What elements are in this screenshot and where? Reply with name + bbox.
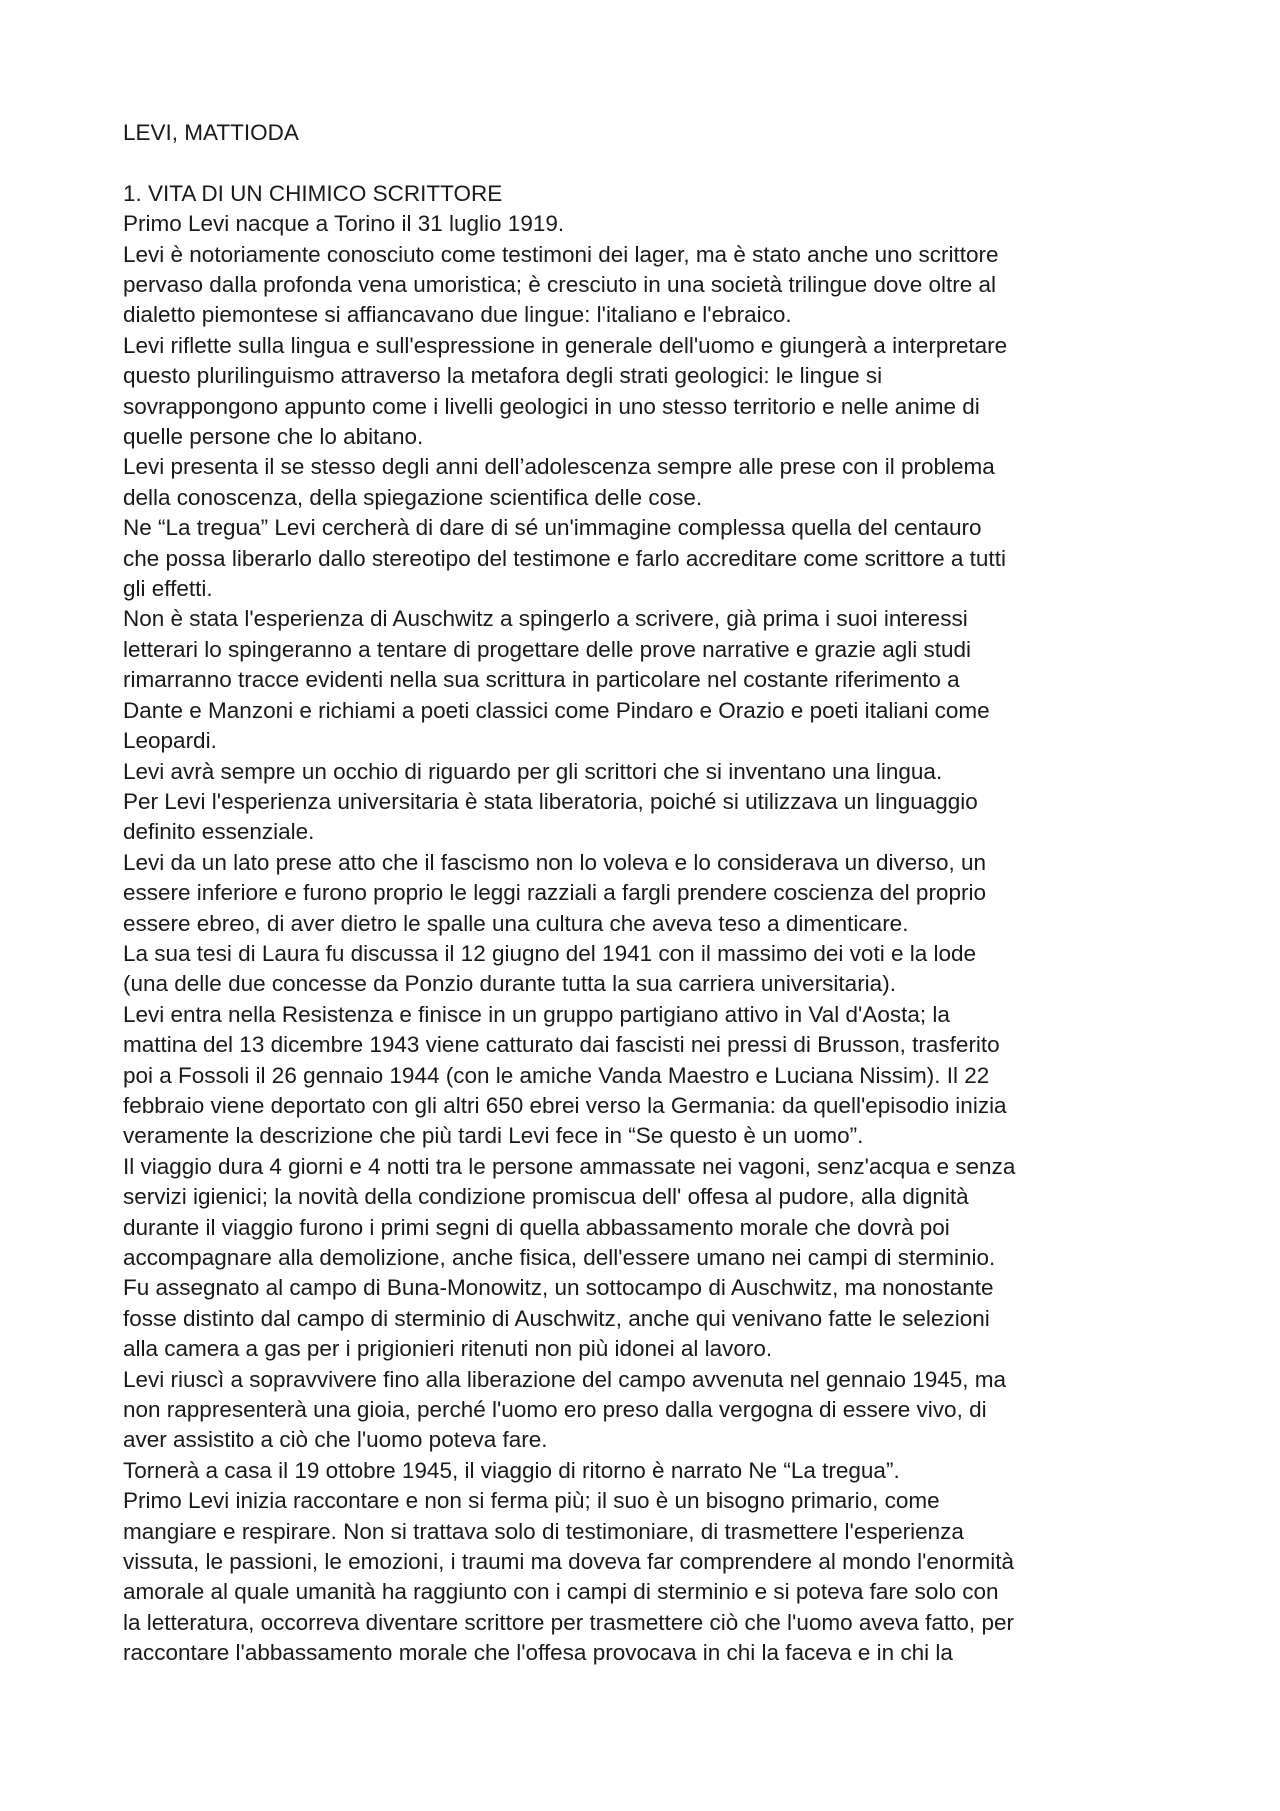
paragraph-line: Fu assegnato al campo di Buna-Monowitz, un sottocampo di Auschwitz, ma nonostante	[123, 1275, 994, 1301]
paragraph-line: mattina del 13 dicembre 1943 viene catturato dai fascisti nei pressi di Brusson, trasferito	[123, 1032, 1000, 1058]
paragraph-line: Levi avrà sempre un occhio di riguardo per gli scrittori che si inventano una lingua.	[123, 758, 943, 784]
paragraph-line: Dante e Manzoni e richiami a poeti classici come Pindaro e Orazio e poeti italiani come	[123, 697, 990, 723]
paragraph-line: Leopardi.	[123, 728, 217, 754]
paragraph-line: Levi da un lato prese atto che il fascismo non lo voleva e lo considerava un diverso, un	[123, 849, 987, 875]
paragraph-line: aver assistito a ciò che l'uomo poteva fare.	[123, 1427, 548, 1453]
document-title: LEVI, MATTIODA	[123, 120, 299, 145]
paragraph-line: raccontare l'abbassamento morale che l'offesa provocava in chi la faceva e in chi la	[123, 1640, 953, 1666]
paragraph-line: questo plurilinguismo attraverso la metafora degli strati geologici: le lingue si	[123, 363, 883, 389]
paragraph-line: vissuta, le passioni, le emozioni, i traumi ma doveva far comprendere al mondo l'enormità	[123, 1549, 1014, 1575]
document-body	[123, 209, 1173, 1669]
paragraph-line: Levi presenta il se stesso degli anni dell’adolescenza sempre alle prese con il problema	[123, 454, 995, 480]
paragraph-line: sovrappongono appunto come i livelli geologici in uno stesso territorio e nelle anime di	[123, 393, 980, 419]
paragraph-line: mangiare e respirare. Non si trattava solo di testimoniare, di trasmettere l'esperienza	[123, 1518, 964, 1544]
paragraph-line: gli effetti.	[123, 576, 213, 602]
paragraph-line: Per Levi l'esperienza universitaria è stata liberatoria, poiché si utilizzava un linguaggio	[123, 788, 978, 814]
paragraph-line: febbraio viene deportato con gli altri 650 ebrei verso la Germania: da quell'episodio inizia	[123, 1092, 1007, 1118]
paragraph-line: la letteratura, occorreva diventare scrittore per trasmettere ciò che l'uomo aveva fatto, per	[123, 1609, 1014, 1635]
paragraph	[123, 1000, 1173, 1152]
paragraph	[123, 1152, 1173, 1274]
paragraph-line: accompagnare alla demolizione, anche fisica, dell'essere umano nei campi di sterminio.	[123, 1245, 996, 1271]
paragraph-line: Levi è notoriamente conosciuto come testimoni dei lager, ma è stato anche uno scrittore	[123, 241, 999, 267]
paragraph-line: Non è stata l'esperienza di Auschwitz a spingerlo a scrivere, già prima i suoi interessi	[123, 606, 968, 632]
paragraph-line: Primo Levi nacque a Torino il 31 luglio 1919.	[123, 211, 565, 237]
paragraph	[123, 331, 1173, 453]
paragraph-line: rimarranno tracce evidenti nella sua scrittura in particolare nel costante riferimento a	[123, 667, 960, 693]
paragraph	[123, 1273, 1173, 1364]
paragraph	[123, 757, 1173, 787]
paragraph	[123, 1365, 1173, 1456]
paragraph-line: Ne “La tregua” Levi cercherà di dare di sé un'immagine complessa quella del centauro	[123, 515, 982, 541]
paragraph-line: veramente la descrizione che più tardi Levi fece in “Se questo è un uomo”.	[123, 1123, 864, 1149]
paragraph-line: che possa liberarlo dallo stereotipo del testimone e farlo accreditare come scrittore a tutti	[123, 545, 1006, 571]
document-page	[123, 118, 1173, 1669]
paragraph-line: durante il viaggio furono i primi segni di quella abbassamento morale che dovrà poi	[123, 1214, 950, 1240]
paragraph-line: Levi riuscì a sopravvivere fino alla liberazione del campo avvenuta nel gennaio 1945, ma	[123, 1366, 1007, 1392]
paragraph-line: servizi igienici; la novità della condizione promiscua dell' offesa al pudore, alla dignità	[123, 1184, 969, 1210]
paragraph-line: essere ebreo, di aver dietro le spalle una cultura che aveva teso a dimenticare.	[123, 910, 909, 936]
paragraph-line: Levi riflette sulla lingua e sull'espressione in generale dell'uomo e giungerà a interpretare	[123, 332, 1008, 358]
paragraph-line: fosse distinto dal campo di sterminio di Auschwitz, anche qui venivano fatte le selezioni	[123, 1305, 990, 1331]
paragraph	[123, 209, 1173, 239]
paragraph-line: letterari lo spingeranno a tentare di progettare delle prove narrative e grazie agli studi	[123, 636, 972, 662]
paragraph-line: alla camera a gas per i prigionieri ritenuti non più idonei al lavoro.	[123, 1336, 773, 1362]
paragraph-line: amorale al quale umanità ha raggiunto con i campi di sterminio e si poteva fare solo con	[123, 1579, 999, 1605]
paragraph-line: La sua tesi di Laura fu discussa il 12 giugno del 1941 con il massimo dei voti e la lode	[123, 940, 977, 966]
paragraph-line: Tornerà a casa il 19 ottobre 1945, il viaggio di ritorno è narrato Ne “La tregua”.	[123, 1457, 900, 1483]
paragraph	[123, 787, 1173, 848]
paragraph-line: dialetto piemontese si affiancavano due lingue: l'italiano e l'ebraico.	[123, 302, 792, 328]
paragraph-line: poi a Fossoli il 26 gennaio 1944 (con le amiche Vanda Maestro e Luciana Nissim). Il 22	[123, 1062, 990, 1088]
paragraph-line: Primo Levi inizia raccontare e non si ferma più; il suo è un bisogno primario, come	[123, 1488, 940, 1514]
section-heading: 1. VITA DI UN CHIMICO SCRITTORE	[123, 180, 503, 206]
paragraph-line: Il viaggio dura 4 giorni e 4 notti tra le persone ammassate nei vagoni, senz'acqua e senza	[123, 1153, 1016, 1179]
paragraph-line: quelle persone che lo abitano.	[123, 424, 424, 450]
paragraph-line: essere inferiore e furono proprio le leggi razziali a fargli prendere coscienza del proprio	[123, 880, 986, 906]
paragraph-line: (una delle due concesse da Ponzio durante tutta la sua carriera universitaria).	[123, 971, 896, 997]
paragraph-line: Levi entra nella Resistenza e finisce in un gruppo partigiano attivo in Val d'Aosta; la	[123, 1001, 950, 1027]
paragraph	[123, 240, 1173, 331]
paragraph	[123, 452, 1173, 513]
paragraph-line: non rappresenterà una gioia, perché l'uomo ero preso dalla vergogna di essere vivo, di	[123, 1397, 987, 1423]
paragraph	[123, 848, 1173, 939]
paragraph	[123, 604, 1173, 756]
paragraph	[123, 939, 1173, 1000]
paragraph	[123, 1486, 1173, 1668]
paragraph-line: della conoscenza, della spiegazione scientifica delle cose.	[123, 484, 703, 510]
paragraph-line: definito essenziale.	[123, 819, 315, 845]
paragraph-line: pervaso dalla profonda vena umoristica; è cresciuto in una società trilingue dove oltre al	[123, 272, 996, 298]
paragraph	[123, 513, 1173, 604]
paragraph	[123, 1456, 1173, 1486]
